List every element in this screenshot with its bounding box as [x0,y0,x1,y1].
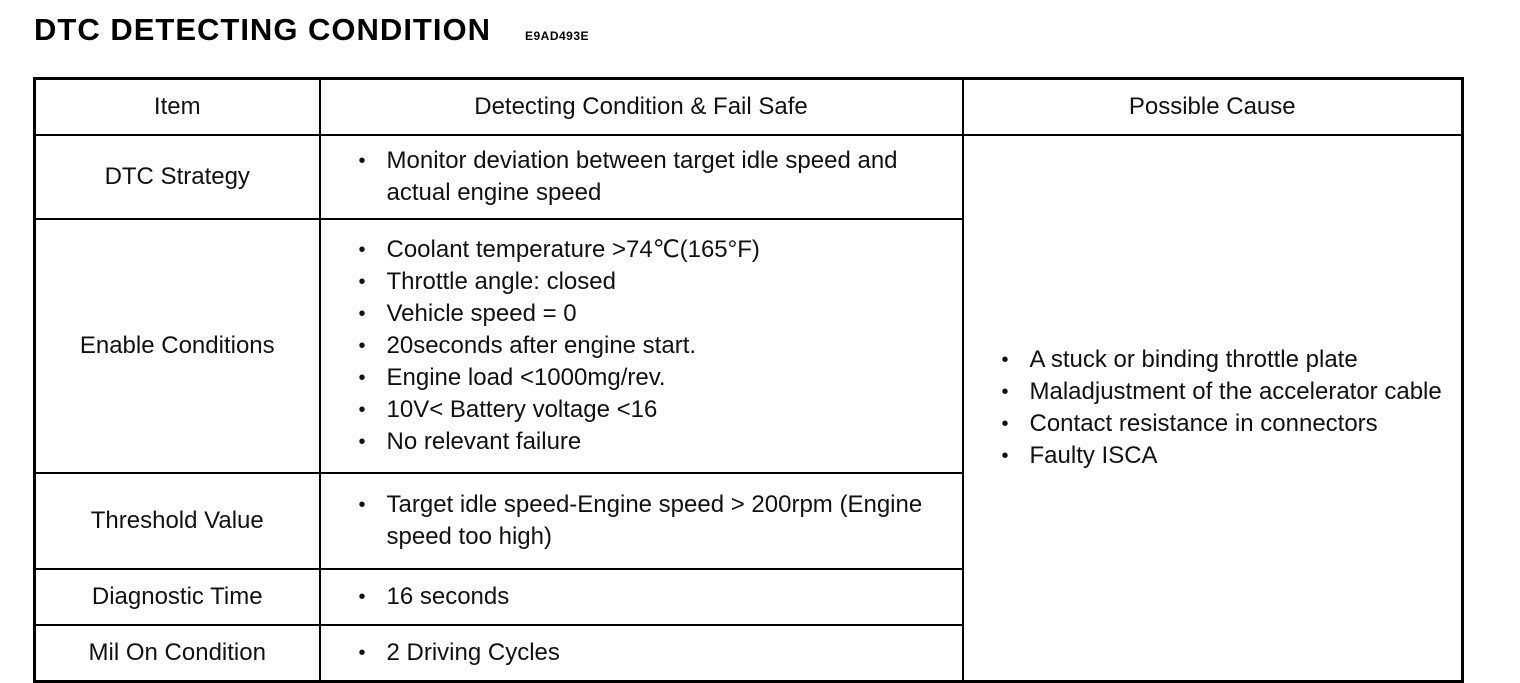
condition-item: • 20seconds after engine start. [357,330,962,362]
condition-item: • Monitor deviation between target idle speed and actual engine speed [358,147,898,206]
document-code: E9AD493E [525,29,590,43]
bullet-icon: • [358,335,366,357]
bullet-icon: • [358,494,366,516]
table-header-row [35,79,1463,136]
condition-item: • Vehicle speed = 0 [357,298,962,330]
bullet-icon: • [358,399,366,421]
cause-item: • A stuck or binding throttle plate [1000,344,1462,376]
condition-item: • Engine load <1000mg/rev. [357,362,962,394]
condition-cell-mil-on-condition [320,625,963,682]
bullet-icon: • [1001,349,1009,371]
bullet-icon: • [358,367,366,389]
bullet-icon: • [358,303,366,325]
item-diagnostic-time: Diagnostic Time [35,569,320,625]
item-enable-conditions: Enable Conditions [35,219,320,473]
bullet-icon: • [358,642,366,664]
condition-cell-diagnostic-time [320,569,963,625]
bullet-icon: • [1001,381,1009,403]
possible-cause-cell [963,135,1463,682]
bullet-icon: • [358,431,366,453]
condition-item: • Coolant temperature >74℃(165°F) [357,234,962,266]
bullet-icon: • [358,586,366,608]
condition-item: • 2 Driving Cycles [357,637,962,669]
bullet-icon: • [1001,413,1009,435]
page-title: DTC DETECTING CONDITION [34,12,491,47]
bullet-icon: • [358,239,366,261]
condition-item: • 16 seconds [357,581,962,613]
condition-item: • Target idle speed-Engine speed > 200rpm (Engine speed too high) [358,491,923,550]
page-heading [34,12,589,48]
item-dtc-strategy: DTC Strategy [35,135,320,219]
bullet-icon: • [358,150,366,172]
header-detecting-condition: Detecting Condition & Fail Safe [320,79,963,136]
header-possible-cause: Possible Cause [963,79,1463,136]
condition-cell-enable-conditions [320,219,963,473]
cause-item: • Maladjustment of the accelerator cable [1000,376,1462,408]
table-row-dtc-strategy [35,135,1463,219]
cause-item: • Faulty ISCA [1000,440,1462,472]
cause-item: • Contact resistance in connectors [1000,408,1462,440]
dtc-condition-table [33,77,1464,683]
item-threshold-value: Threshold Value [35,473,320,569]
header-item: Item [35,79,320,136]
bullet-icon: • [358,271,366,293]
item-mil-on-condition: Mil On Condition [35,625,320,682]
condition-cell-threshold-value [320,473,963,569]
condition-cell-dtc-strategy [320,135,963,219]
bullet-icon: • [1001,445,1009,467]
condition-item: • No relevant failure [357,426,962,458]
condition-item: • 10V< Battery voltage <16 [357,394,962,426]
condition-item: • Throttle angle: closed [357,266,962,298]
